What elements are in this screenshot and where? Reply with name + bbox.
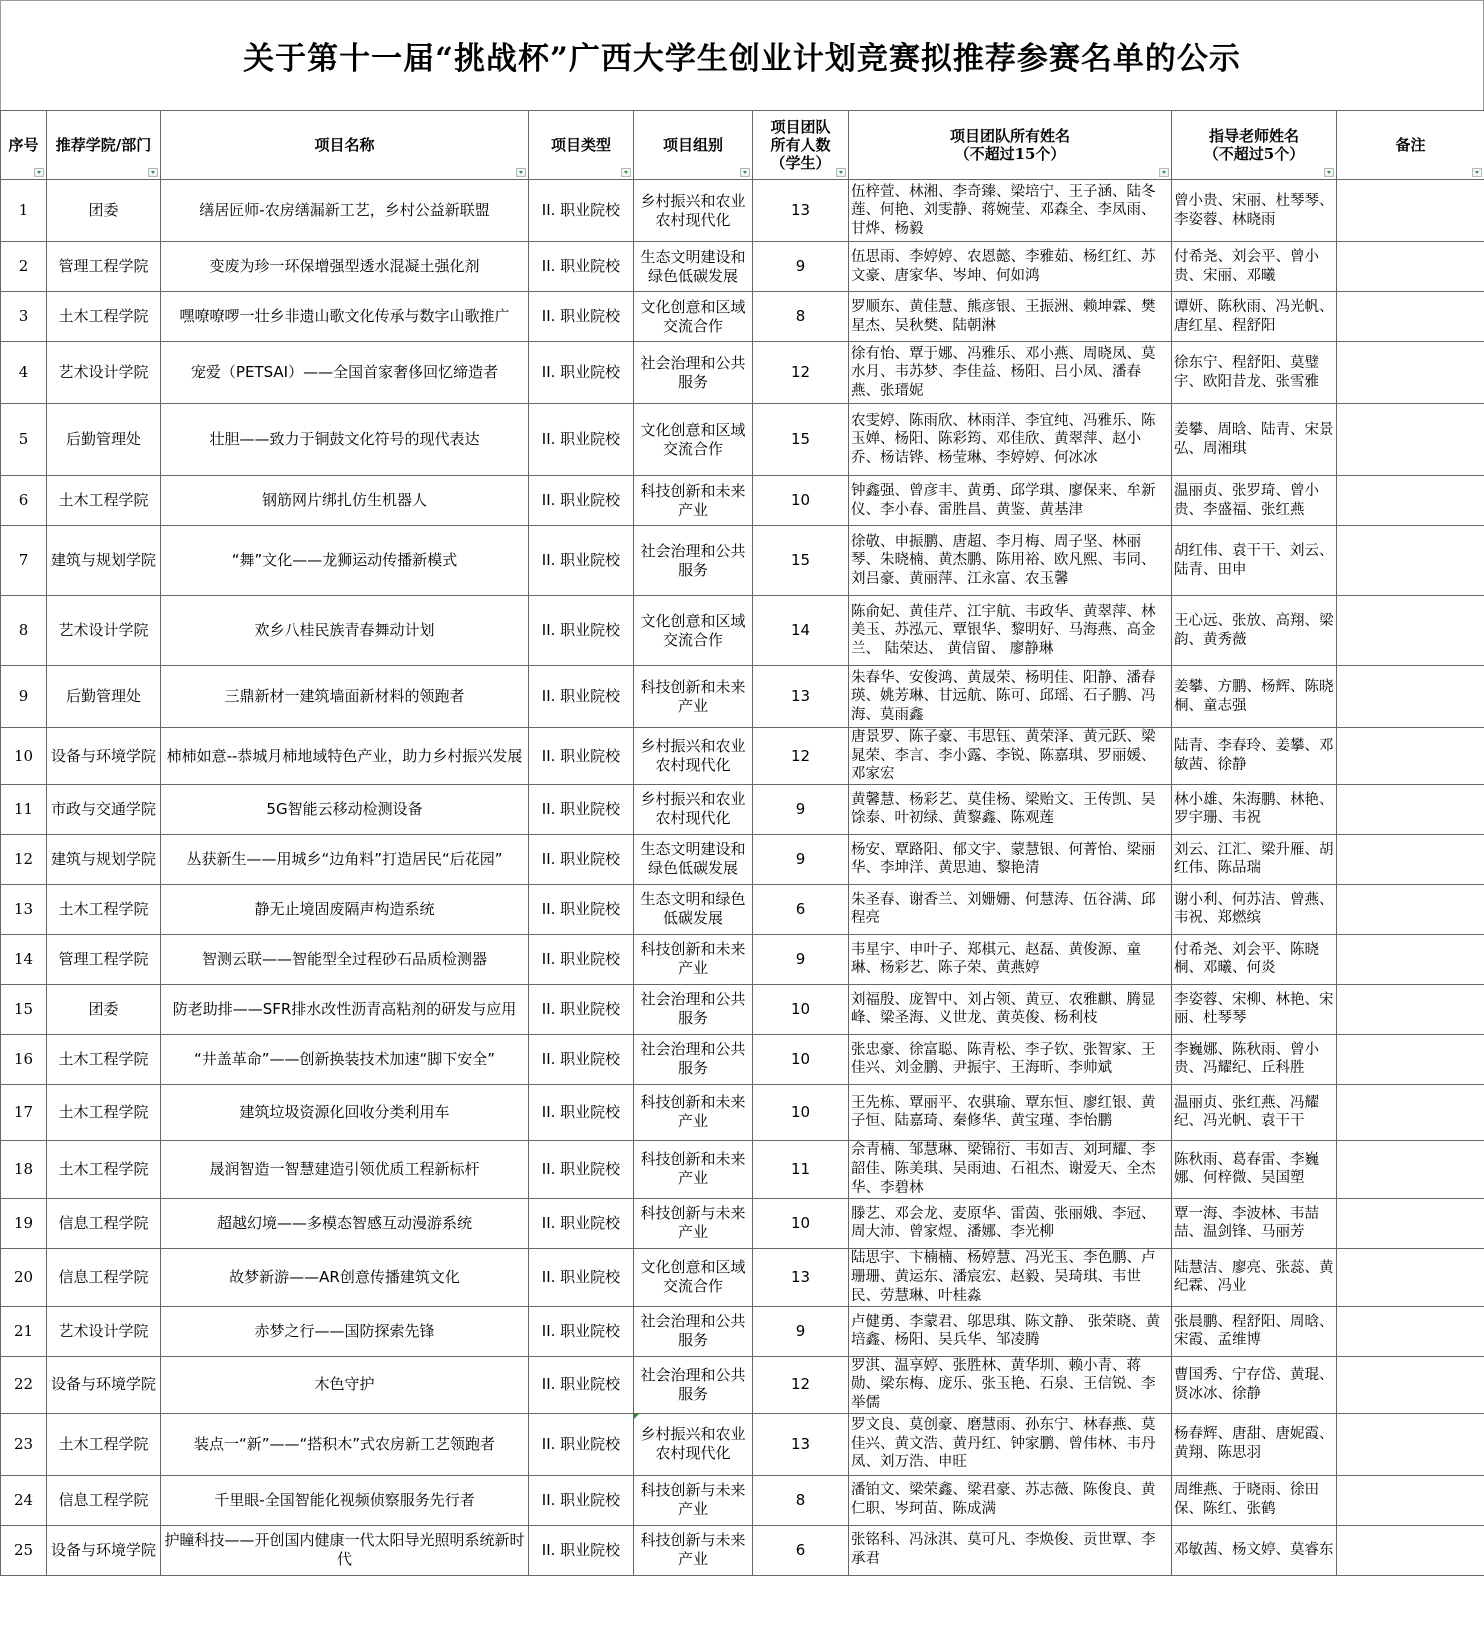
row-index: 14 xyxy=(1,934,47,984)
row-team-members: 钟鑫强、曾彦丰、黄勇、邱学琪、廖保来、牟新仪、李小春、雷胜昌、黄鉴、黄基津 xyxy=(849,476,1172,526)
cell-comment-marker xyxy=(634,1414,639,1419)
row-project-name: 丛获新生——用城乡“边角料”打造居民“后花园” xyxy=(161,834,529,884)
row-team-members: 张忠豪、徐富聪、陈青松、李子钦、张智家、王佳兴、刘金鹏、尹振宇、王海昕、李帅斌 xyxy=(849,1034,1172,1084)
row-team-members: 陈俞妃、黄佳芹、江宇航、韦政华、黄翠萍、林美玉、苏泓元、覃银华、黎明好、马海燕、高金兰、 陆荣达、 黄信留、 廖静琳 xyxy=(849,596,1172,666)
row-project-type: II. 职业院校 xyxy=(529,1140,634,1198)
row-team-size: 9 xyxy=(753,1306,849,1356)
header-index xyxy=(1,111,47,180)
row-advisors: 李姿蓉、宋柳、林艳、宋丽、杜琴琴 xyxy=(1172,984,1337,1034)
row-index: 16 xyxy=(1,1034,47,1084)
row-index: 18 xyxy=(1,1140,47,1198)
table-row xyxy=(1,292,1484,342)
filter-dropdown-icon[interactable] xyxy=(1159,168,1169,177)
row-advisors: 温丽贞、张罗琦、曾小贵、李盛福、张红燕 xyxy=(1172,476,1337,526)
row-team-size: 14 xyxy=(753,596,849,666)
row-project-group: 社会治理和公共服务 xyxy=(634,984,753,1034)
row-project-group: 生态文明建设和绿色低碳发展 xyxy=(634,242,753,292)
row-remarks xyxy=(1337,242,1484,292)
row-remarks xyxy=(1337,834,1484,884)
row-remarks xyxy=(1337,342,1484,404)
row-advisors: 周维燕、于晓雨、徐田保、陈红、张鹤 xyxy=(1172,1475,1337,1525)
row-project-group: 文化创意和区域交流合作 xyxy=(634,1248,753,1306)
row-project-group: 科技创新和未来产业 xyxy=(634,1084,753,1140)
row-department: 设备与环境学院 xyxy=(47,1356,161,1413)
row-project-group: 科技创新和未来产业 xyxy=(634,476,753,526)
row-index: 11 xyxy=(1,784,47,834)
row-project-group: 科技创新与未来产业 xyxy=(634,1475,753,1525)
row-project-name: 晟润智造一智慧建造引领优质工程新标杆 xyxy=(161,1140,529,1198)
row-team-size: 12 xyxy=(753,342,849,404)
row-team-size: 13 xyxy=(753,1413,849,1475)
header-project-type xyxy=(529,111,634,180)
row-project-group: 生态文明和绿色低碳发展 xyxy=(634,884,753,934)
header-advisors xyxy=(1172,111,1337,180)
row-index: 12 xyxy=(1,834,47,884)
row-team-size: 11 xyxy=(753,1140,849,1198)
row-team-size: 12 xyxy=(753,1356,849,1413)
row-project-type: II. 职业院校 xyxy=(529,834,634,884)
row-remarks xyxy=(1337,884,1484,934)
row-project-group: 乡村振兴和农业农村现代化 xyxy=(634,784,753,834)
row-project-name: 超越幻境——多模态智感互动漫游系统 xyxy=(161,1198,529,1248)
row-team-members: 潘铂文、梁荣鑫、梁君豪、苏志薇、陈俊良、黄仁职、岑珂苗、陈成满 xyxy=(849,1475,1172,1525)
row-team-size: 13 xyxy=(753,1248,849,1306)
row-remarks xyxy=(1337,1525,1484,1575)
table-row xyxy=(1,404,1484,476)
filter-dropdown-icon[interactable] xyxy=(34,168,44,177)
row-advisors: 李巍娜、陈秋雨、曾小贵、冯耀纪、丘科胜 xyxy=(1172,1034,1337,1084)
row-project-group: 文化创意和区域交流合作 xyxy=(634,596,753,666)
row-index: 17 xyxy=(1,1084,47,1140)
row-remarks xyxy=(1337,1140,1484,1198)
row-team-size: 6 xyxy=(753,884,849,934)
row-project-name: 5G智能云移动检测设备 xyxy=(161,784,529,834)
row-project-type: II. 职业院校 xyxy=(529,526,634,596)
row-remarks xyxy=(1337,728,1484,785)
row-team-members: 韦星宇、申叶子、郑棋元、赵磊、黄俊源、童琳、杨彩艺、陈子荣、黄燕婷 xyxy=(849,934,1172,984)
row-index: 22 xyxy=(1,1356,47,1413)
row-remarks xyxy=(1337,1248,1484,1306)
row-team-size: 15 xyxy=(753,526,849,596)
row-project-name: 柿柿如意--恭城月柿地域特色产业，助力乡村振兴发展 xyxy=(161,728,529,785)
row-project-name: 宠爱（PETSAI）——全国首家奢侈回忆缔造者 xyxy=(161,342,529,404)
row-project-name: 建筑垃圾资源化回收分类利用车 xyxy=(161,1084,529,1140)
row-project-group: 科技创新与未来产业 xyxy=(634,1198,753,1248)
row-index: 9 xyxy=(1,666,47,728)
row-remarks xyxy=(1337,984,1484,1034)
row-team-size: 8 xyxy=(753,1475,849,1525)
row-project-type: II. 职业院校 xyxy=(529,1198,634,1248)
row-project-name: 静无止境固废隔声构造系统 xyxy=(161,884,529,934)
row-team-size: 9 xyxy=(753,834,849,884)
row-project-group: 社会治理和公共服务 xyxy=(634,1356,753,1413)
header-label: 推荐学院/部门 xyxy=(55,136,152,154)
row-project-name: 嘿嘹嘹啰一壮乡非遗山歌文化传承与数字山歌推广 xyxy=(161,292,529,342)
row-project-name: 变废为珍一环保增强型透水混凝土强化剂 xyxy=(161,242,529,292)
table-row xyxy=(1,1475,1484,1525)
row-remarks xyxy=(1337,526,1484,596)
row-advisors: 王心远、张放、高翔、梁韵、黄秀薇 xyxy=(1172,596,1337,666)
row-team-members: 陆思宇、卞楠楠、杨婷慧、冯光玉、李色鹏、卢珊珊、黄运东、潘宸宏、赵毅、吴琦琪、韦世民、劳慧琳、叶桂淼 xyxy=(849,1248,1172,1306)
row-team-members: 王先栋、覃丽平、农骐瑜、覃东恒、廖红银、黄子恒、陆嘉琦、秦修华、黄宝瑾、李怡鹏 xyxy=(849,1084,1172,1140)
row-project-type: II. 职业院校 xyxy=(529,1248,634,1306)
row-department: 土木工程学院 xyxy=(47,1413,161,1475)
row-project-type: II. 职业院校 xyxy=(529,1413,634,1475)
table-body xyxy=(1,180,1484,1576)
table-row xyxy=(1,180,1484,242)
row-team-members: 滕艺、邓会龙、麦原华、雷茵、张丽娥、李冠、周大沛、曾家煜、潘娜、李光柳 xyxy=(849,1198,1172,1248)
row-advisors: 温丽贞、张红燕、冯耀纪、冯光帆、袁干干 xyxy=(1172,1084,1337,1140)
row-advisors: 曹国秀、宁存岱、黄琨、贤冰冰、徐静 xyxy=(1172,1356,1337,1413)
row-project-group: 社会治理和公共服务 xyxy=(634,1306,753,1356)
header-project-name xyxy=(161,111,529,180)
row-department: 建筑与规划学院 xyxy=(47,526,161,596)
row-team-size: 8 xyxy=(753,292,849,342)
header-label: 项目名称 xyxy=(314,136,375,154)
row-project-name: 千里眼-全国智能化视频侦察服务先行者 xyxy=(161,1475,529,1525)
table-row xyxy=(1,1198,1484,1248)
row-remarks xyxy=(1337,476,1484,526)
row-index: 15 xyxy=(1,984,47,1034)
table-row xyxy=(1,984,1484,1034)
table-row xyxy=(1,1140,1484,1198)
row-advisors: 姜攀、方鹏、杨辉、陈晓桐、童志强 xyxy=(1172,666,1337,728)
row-index: 4 xyxy=(1,342,47,404)
row-department: 后勤管理处 xyxy=(47,666,161,728)
row-project-type: II. 职业院校 xyxy=(529,1356,634,1413)
row-index: 25 xyxy=(1,1525,47,1575)
row-team-members: 罗顺东、黄佳慧、熊彦银、王振洲、赖坤霖、樊星杰、吴秋樊、陆朝淋 xyxy=(849,292,1172,342)
row-advisors: 姜攀、周晗、陆青、宋景弘、周湘琪 xyxy=(1172,404,1337,476)
header-label: 备注 xyxy=(1395,136,1426,154)
row-advisors: 覃一海、李波林、韦喆喆、温剑锋、马丽芳 xyxy=(1172,1198,1337,1248)
row-department: 土木工程学院 xyxy=(47,292,161,342)
table-row xyxy=(1,1525,1484,1575)
row-index: 20 xyxy=(1,1248,47,1306)
row-department: 管理工程学院 xyxy=(47,242,161,292)
header-label: 序号 xyxy=(8,136,39,154)
row-advisors: 胡红伟、袁干干、刘云、陆青、田申 xyxy=(1172,526,1337,596)
row-project-type: II. 职业院校 xyxy=(529,884,634,934)
row-team-size: 10 xyxy=(753,1084,849,1140)
row-advisors: 陈秋雨、葛春雷、李巍娜、何梓微、吴国塑 xyxy=(1172,1140,1337,1198)
header-label: 项目团队 所有人数 （学生） xyxy=(770,118,831,172)
row-project-name: 故梦新游——AR创意传播建筑文化 xyxy=(161,1248,529,1306)
row-team-size: 10 xyxy=(753,1198,849,1248)
row-project-group: 社会治理和公共服务 xyxy=(634,526,753,596)
row-project-type: II. 职业院校 xyxy=(529,242,634,292)
row-remarks xyxy=(1337,1198,1484,1248)
row-index: 24 xyxy=(1,1475,47,1525)
table-row xyxy=(1,1248,1484,1306)
row-project-group: 文化创意和区域交流合作 xyxy=(634,404,753,476)
row-remarks xyxy=(1337,180,1484,242)
row-index: 21 xyxy=(1,1306,47,1356)
row-advisors: 付希尧、刘会平、曾小贵、宋丽、邓曦 xyxy=(1172,242,1337,292)
row-remarks xyxy=(1337,1475,1484,1525)
row-team-members: 徐敬、申振鹏、唐超、李月梅、周子坚、林丽琴、朱晓楠、黄杰鹏、陈用裕、欧凡熙、韦同、刘吕豪、黄丽萍、江永富、农玉馨 xyxy=(849,526,1172,596)
row-department: 市政与交通学院 xyxy=(47,784,161,834)
table-row xyxy=(1,666,1484,728)
row-project-group: 科技创新和未来产业 xyxy=(634,934,753,984)
nomination-table xyxy=(0,110,1484,1576)
row-team-members: 朱圣春、谢香兰、刘姗姗、何慧涛、伍谷满、邱程亮 xyxy=(849,884,1172,934)
table-row xyxy=(1,784,1484,834)
filter-dropdown-icon[interactable] xyxy=(836,168,846,177)
row-project-type: II. 职业院校 xyxy=(529,666,634,728)
row-project-name: 缮居匠师-农房缮漏新工艺，乡村公益新联盟 xyxy=(161,180,529,242)
row-advisors: 曾小贵、宋丽、杜琴琴、李姿蓉、林晓雨 xyxy=(1172,180,1337,242)
table-row xyxy=(1,1034,1484,1084)
row-remarks xyxy=(1337,666,1484,728)
row-remarks xyxy=(1337,1413,1484,1475)
filter-dropdown-icon[interactable] xyxy=(621,168,631,177)
filter-dropdown-icon[interactable] xyxy=(516,168,526,177)
row-index: 7 xyxy=(1,526,47,596)
row-advisors: 陆慧洁、廖亮、张蕊、黄纪霖、冯业 xyxy=(1172,1248,1337,1306)
title-bar xyxy=(0,0,1484,110)
row-department: 后勤管理处 xyxy=(47,404,161,476)
row-advisors: 张晨鹏、程舒阳、周晗、宋霞、孟维博 xyxy=(1172,1306,1337,1356)
row-team-size: 10 xyxy=(753,476,849,526)
row-project-group: 科技创新和未来产业 xyxy=(634,666,753,728)
row-department: 设备与环境学院 xyxy=(47,728,161,785)
row-department: 管理工程学院 xyxy=(47,934,161,984)
row-index: 2 xyxy=(1,242,47,292)
table-row xyxy=(1,1413,1484,1475)
row-project-name: 装点一“新”——“搭积木”式农房新工艺领跑者 xyxy=(161,1413,529,1475)
row-index: 8 xyxy=(1,596,47,666)
row-team-members: 朱春华、安俊鸿、黄晟荣、杨明佳、阳静、潘春瑛、姚芳琳、甘远航、陈可、邱瑶、石子鹏、冯海、莫雨鑫 xyxy=(849,666,1172,728)
row-department: 土木工程学院 xyxy=(47,476,161,526)
row-remarks xyxy=(1337,1084,1484,1140)
filter-dropdown-icon[interactable] xyxy=(1324,168,1334,177)
row-project-type: II. 职业院校 xyxy=(529,1034,634,1084)
row-project-type: II. 职业院校 xyxy=(529,342,634,404)
row-department: 土木工程学院 xyxy=(47,1140,161,1198)
row-team-members: 杨安、覃路阳、郁文宇、蒙慧银、何菁怡、梁丽华、李坤洋、黄思迪、黎艳清 xyxy=(849,834,1172,884)
row-team-size: 6 xyxy=(753,1525,849,1575)
row-project-name: 木色守护 xyxy=(161,1356,529,1413)
table-row xyxy=(1,1306,1484,1356)
row-department: 信息工程学院 xyxy=(47,1198,161,1248)
header-project-group xyxy=(634,111,753,180)
row-department: 团委 xyxy=(47,180,161,242)
row-remarks xyxy=(1337,1034,1484,1084)
header-team-size xyxy=(753,111,849,180)
row-advisors: 付希尧、刘会平、陈晓桐、邓曦、何炎 xyxy=(1172,934,1337,984)
table-row xyxy=(1,834,1484,884)
header-row xyxy=(1,111,1484,180)
filter-dropdown-icon[interactable] xyxy=(148,168,158,177)
row-team-size: 9 xyxy=(753,934,849,984)
row-index: 19 xyxy=(1,1198,47,1248)
row-team-members: 佘青楠、邹慧琳、梁锦衍、韦如吉、刘珂耀、李韶佳、陈美琪、吴雨迪、石祖杰、谢爱天、全杰华、李碧林 xyxy=(849,1140,1172,1198)
table-row xyxy=(1,476,1484,526)
table-row xyxy=(1,342,1484,404)
row-team-members: 伍梓萱、林湘、李奇臻、梁培宁、王子涵、陆冬莲、何艳、刘雯静、蒋婉莹、邓森全、李凤雨、甘烨、杨毅 xyxy=(849,180,1172,242)
table-row xyxy=(1,242,1484,292)
row-project-type: II. 职业院校 xyxy=(529,934,634,984)
row-project-type: II. 职业院校 xyxy=(529,728,634,785)
row-index: 10 xyxy=(1,728,47,785)
row-project-group: 社会治理和公共服务 xyxy=(634,342,753,404)
row-advisors: 徐东宁、程舒阳、莫璧宇、欧阳昔龙、张雪雅 xyxy=(1172,342,1337,404)
row-project-name: 壮胆——致力于铜鼓文化符号的现代表达 xyxy=(161,404,529,476)
row-advisors: 杨春辉、唐甜、唐妮霞、黄翔、陈思羽 xyxy=(1172,1413,1337,1475)
row-department: 信息工程学院 xyxy=(47,1248,161,1306)
header-label: 指导老师姓名 （不超过5个） xyxy=(1203,127,1305,163)
row-department: 艺术设计学院 xyxy=(47,596,161,666)
header-label: 项目类型 xyxy=(550,136,611,154)
row-project-type: II. 职业院校 xyxy=(529,784,634,834)
row-project-name: 护瞳科技——开创国内健康一代太阳导光照明系统新时代 xyxy=(161,1525,529,1575)
row-department: 信息工程学院 xyxy=(47,1475,161,1525)
row-remarks xyxy=(1337,1356,1484,1413)
row-project-name: 赤梦之行——国防探索先锋 xyxy=(161,1306,529,1356)
row-remarks xyxy=(1337,1306,1484,1356)
row-project-type: II. 职业院校 xyxy=(529,1525,634,1575)
row-advisors: 林小雄、朱海鹏、林艳、罗宇珊、韦祝 xyxy=(1172,784,1337,834)
row-project-name: 欢乡八桂民族青春舞动计划 xyxy=(161,596,529,666)
row-project-type: II. 职业院校 xyxy=(529,292,634,342)
row-advisors: 刘云、江汇、梁升雁、胡红伟、陈品瑞 xyxy=(1172,834,1337,884)
table-row xyxy=(1,934,1484,984)
row-index: 6 xyxy=(1,476,47,526)
row-index: 5 xyxy=(1,404,47,476)
row-project-type: II. 职业院校 xyxy=(529,984,634,1034)
row-team-members: 黄馨慧、杨彩艺、莫佳杨、梁贻文、王传凯、吴馀泰、叶初绿、黄黎鑫、陈观莲 xyxy=(849,784,1172,834)
row-team-size: 12 xyxy=(753,728,849,785)
row-project-name: “舞”文化——龙狮运动传播新模式 xyxy=(161,526,529,596)
row-team-members: 农雯婷、陈雨欣、林雨洋、李宜纯、冯雅乐、陈玉婵、杨阳、陈彩筠、邓佳欣、黄翠萍、赵小乔、杨诘铧、杨莹琳、李婷婷、何冰冰 xyxy=(849,404,1172,476)
row-team-members: 刘福殷、庞智中、刘占领、黄豆、农雅麒、腾显峰、梁圣海、义世龙、黄英俊、杨利枝 xyxy=(849,984,1172,1034)
row-project-name: 智测云联——智能型全过程砂石品质检测器 xyxy=(161,934,529,984)
row-department: 建筑与规划学院 xyxy=(47,834,161,884)
table-row xyxy=(1,1084,1484,1140)
row-remarks xyxy=(1337,596,1484,666)
row-team-members: 唐景罗、陈子豪、韦思钰、黄荣泽、黄元跃、梁晁荣、李言、李小露、李锐、陈嘉琪、罗丽媛、邓家宏 xyxy=(849,728,1172,785)
row-advisors: 谢小利、何苏洁、曾燕、韦祝、郑燃缤 xyxy=(1172,884,1337,934)
header-department xyxy=(47,111,161,180)
row-team-size: 10 xyxy=(753,1034,849,1084)
table-row xyxy=(1,884,1484,934)
row-index: 1 xyxy=(1,180,47,242)
header-remarks xyxy=(1337,111,1484,180)
row-project-type: II. 职业院校 xyxy=(529,1084,634,1140)
row-index: 23 xyxy=(1,1413,47,1475)
header-label: 项目组别 xyxy=(662,136,723,154)
row-department: 土木工程学院 xyxy=(47,884,161,934)
row-remarks xyxy=(1337,934,1484,984)
row-department: 艺术设计学院 xyxy=(47,342,161,404)
row-team-size: 10 xyxy=(753,984,849,1034)
row-department: 团委 xyxy=(47,984,161,1034)
row-remarks xyxy=(1337,784,1484,834)
row-advisors: 邓敏茜、杨文婷、莫睿东 xyxy=(1172,1525,1337,1575)
row-remarks xyxy=(1337,292,1484,342)
row-project-name: 钢筋网片绑扎仿生机器人 xyxy=(161,476,529,526)
row-team-size: 9 xyxy=(753,242,849,292)
row-project-type: II. 职业院校 xyxy=(529,476,634,526)
row-team-size: 15 xyxy=(753,404,849,476)
row-team-members: 卢健勇、李蒙君、邬思琪、陈文静、 张荣晓、黄培鑫、杨阳、吴兵华、邹凌腾 xyxy=(849,1306,1172,1356)
row-remarks xyxy=(1337,404,1484,476)
row-department: 土木工程学院 xyxy=(47,1034,161,1084)
row-index: 3 xyxy=(1,292,47,342)
row-project-group: 科技创新和未来产业 xyxy=(634,1140,753,1198)
row-department: 设备与环境学院 xyxy=(47,1525,161,1575)
row-department: 艺术设计学院 xyxy=(47,1306,161,1356)
filter-dropdown-icon[interactable] xyxy=(740,168,750,177)
row-advisors: 陆青、李春玲、姜攀、邓敏茜、徐静 xyxy=(1172,728,1337,785)
row-department: 土木工程学院 xyxy=(47,1084,161,1140)
row-project-type: II. 职业院校 xyxy=(529,180,634,242)
row-project-name: 三鼎新材一建筑墙面新材料的领跑者 xyxy=(161,666,529,728)
header-team-members xyxy=(849,111,1172,180)
row-team-members: 罗文良、莫创豪、磨慧雨、孙东宁、林春燕、莫佳兴、黄文浩、黄丹红、钟家鹏、曾伟林、韦丹凤、刘万浩、申旺 xyxy=(849,1413,1172,1475)
page-title: 关于第十一届“挑战杯”广西大学生创业计划竞赛拟推荐参赛名单的公示 xyxy=(243,41,1241,77)
row-team-members: 伍思雨、李婷婷、农恩懿、李雅茹、杨红红、苏文豪、唐家华、岑坤、何如鸿 xyxy=(849,242,1172,292)
row-project-type: II. 职业院校 xyxy=(529,1475,634,1525)
filter-dropdown-icon[interactable] xyxy=(1472,168,1482,177)
header-label: 项目团队所有姓名 （不超过15个） xyxy=(949,127,1070,163)
row-team-members: 罗淇、温享婷、张胜林、黄华圳、赖小青、蒋勋、梁东梅、庞乐、张玉艳、石泉、王信锐、李举儒 xyxy=(849,1356,1172,1413)
table-row xyxy=(1,596,1484,666)
row-team-size: 9 xyxy=(753,784,849,834)
row-project-group: 生态文明建设和绿色低碳发展 xyxy=(634,834,753,884)
row-project-group: 社会治理和公共服务 xyxy=(634,1034,753,1084)
row-project-type: II. 职业院校 xyxy=(529,404,634,476)
row-team-members: 张铭科、冯泳淇、莫可凡、李焕俊、贡世覃、李承君 xyxy=(849,1525,1172,1575)
row-project-name: 防老助排——SFR排水改性沥青高粘剂的研发与应用 xyxy=(161,984,529,1034)
row-project-name: “井盖革命”——创新换装技术加速“脚下安全” xyxy=(161,1034,529,1084)
row-team-size: 13 xyxy=(753,666,849,728)
row-project-group: 文化创意和区域交流合作 xyxy=(634,292,753,342)
table-row xyxy=(1,526,1484,596)
row-project-group: 乡村振兴和农业农村现代化 xyxy=(634,180,753,242)
row-team-members: 徐有怡、覃于娜、冯雅乐、邓小燕、周晓凤、莫水月、韦苏梦、李佳益、杨阳、吕小凤、潘春燕、张瑨妮 xyxy=(849,342,1172,404)
table-row xyxy=(1,1356,1484,1413)
row-project-group: 乡村振兴和农业农村现代化 xyxy=(634,1413,753,1475)
row-project-type: II. 职业院校 xyxy=(529,1306,634,1356)
row-project-group: 乡村振兴和农业农村现代化 xyxy=(634,728,753,785)
row-advisors: 谭妍、陈秋雨、冯光帆、唐红星、程舒阳 xyxy=(1172,292,1337,342)
row-project-group: 科技创新与未来产业 xyxy=(634,1525,753,1575)
row-index: 13 xyxy=(1,884,47,934)
table-row xyxy=(1,728,1484,785)
row-project-type: II. 职业院校 xyxy=(529,596,634,666)
row-team-size: 13 xyxy=(753,180,849,242)
